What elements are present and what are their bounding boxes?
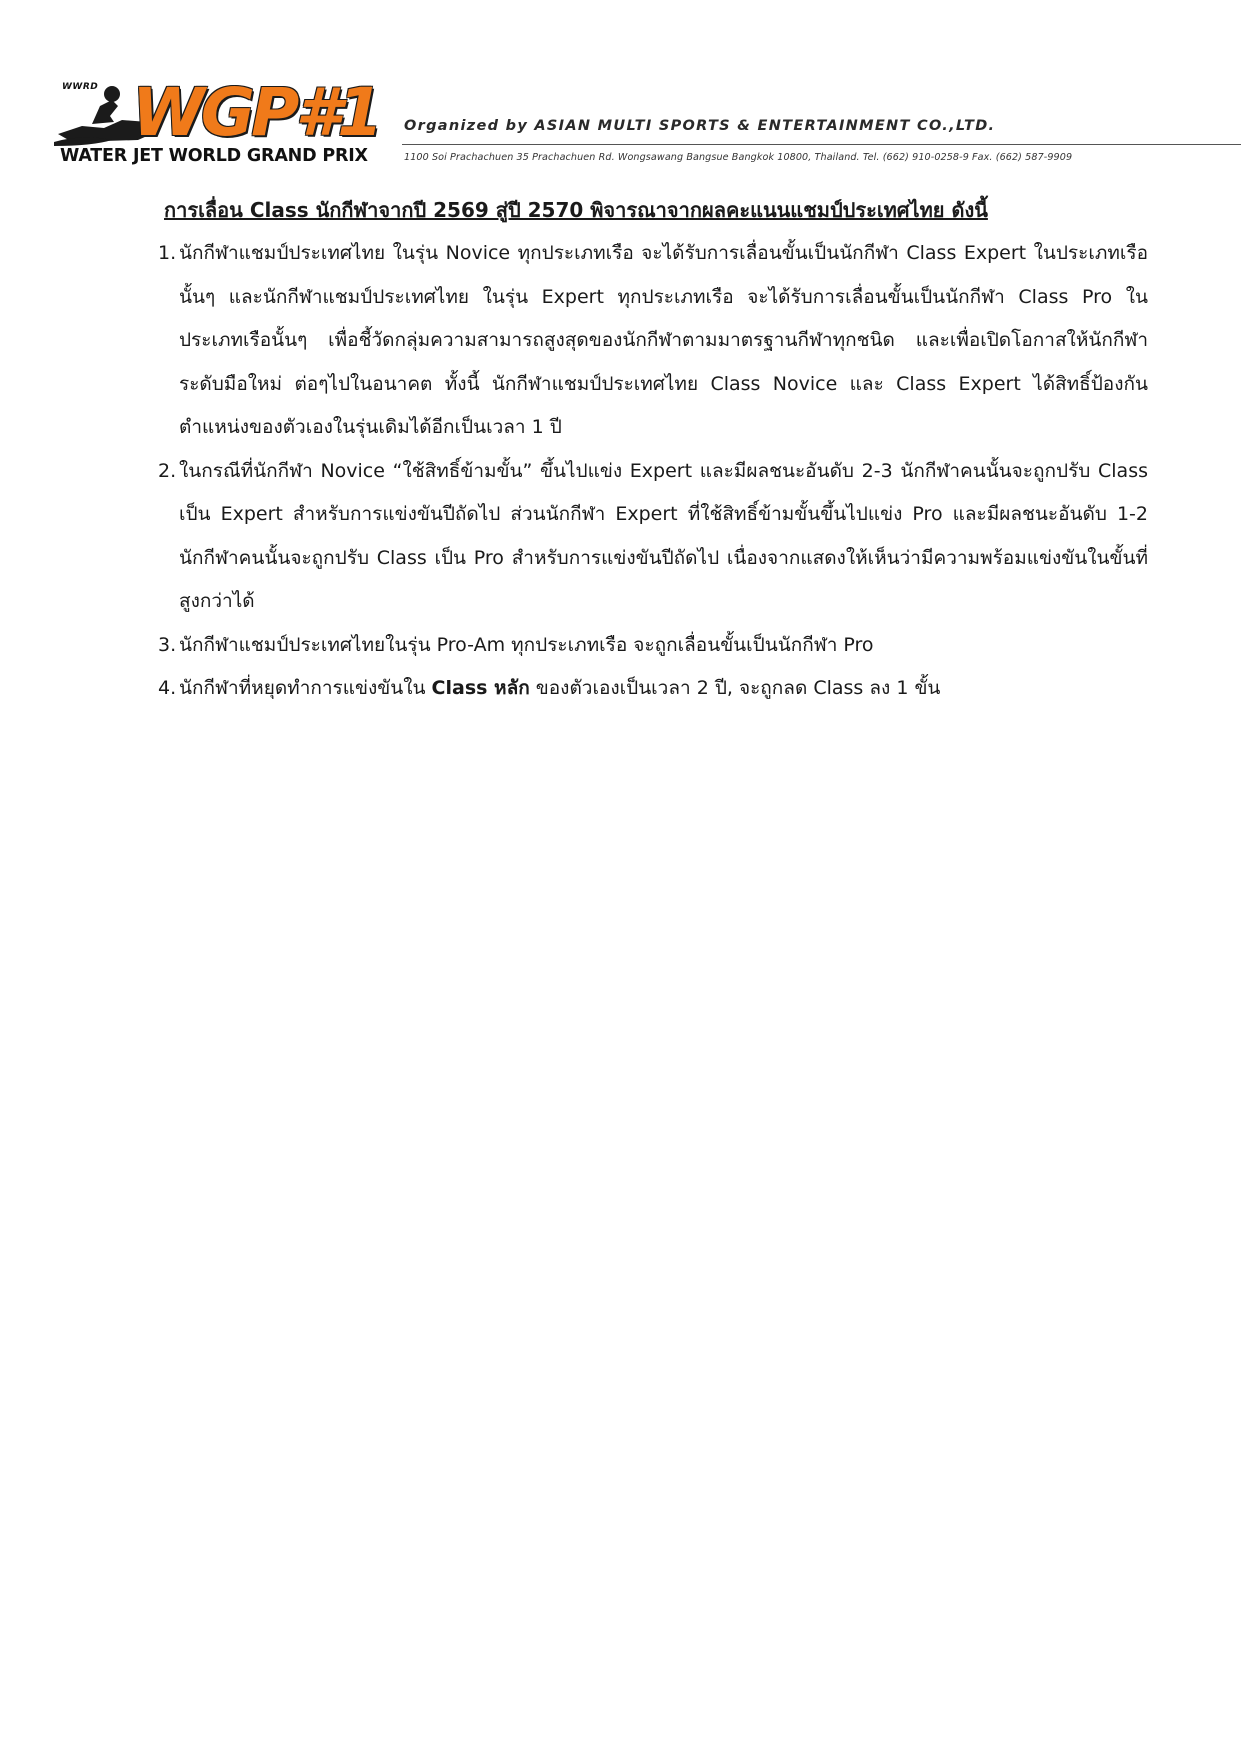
rule-text: นักกีฬาแชมป์ประเทศไทยในรุ่น Pro-Am ทุกประเภทเรือ จะถูกเลื่อนขั้นเป็นนักกีฬา Pro xyxy=(179,633,874,656)
rule-item-2 xyxy=(158,450,1148,624)
rule-item-3 xyxy=(158,624,1148,668)
organizer-address: 1100 Soi Prachachuen 35 Prachachuen Rd. Wongsawang Bangsue Bangkok 10800, Thailand. Tel. (662) 910-0258-9 Fax. (662) 587-9909 xyxy=(404,152,1073,163)
rule-item-4 xyxy=(158,667,1148,711)
rule-number: 3. xyxy=(158,633,177,656)
document-title: การเลื่อน Class นักกีฬาจากปี 2569 สู่ปี 2570 พิจารณาจากผลคะแนนแชมป์ประเทศไทย ดังนี้ xyxy=(164,198,988,222)
rule-text-before: นักกีฬาที่หยุดทำการแข่งขันใน xyxy=(179,677,432,699)
letterhead xyxy=(52,76,1202,176)
rule-number: 2. xyxy=(158,459,177,482)
rule-number: 4. xyxy=(158,677,177,699)
rule-text: นักกีฬาแชมป์ประเทศไทย ในรุ่น Novice ทุกประเภทเรือ จะได้รับการเลื่อนขั้นเป็นนักกีฬา Class Expert ในประเภทเรือนั้นๆ และนักกีฬาแชมป์ประเทศไทย ในรุ่น Expert ทุกประเภทเรือ จะได้รับการเลื่อนขั้นเป็นนักกีฬา Class Pro ในประเภทเรือนั้นๆ เพื่อชี้วัดกลุ่มความสามารถสูงสุดของนักกีฬาตามมาตรฐานกีฬาทุกชนิด และเพื่อเปิดโอกาสให้นักกีฬาระดับมือใหม่ ต่อๆไปในอนาคต ทั้งนี้ นักกีฬาแชมป์ประเทศไทย Class Novice และ Class Expert ได้สิทธิ์ป้องกันตำแหน่งของตัวเองในรุ่นเดิมได้อีกเป็นเวลา 1 ปี xyxy=(179,242,1148,438)
rule-item-1 xyxy=(158,232,1148,450)
wgp-logo xyxy=(52,76,382,168)
rules-list xyxy=(158,232,1148,711)
header-divider xyxy=(402,144,1241,145)
rule-text xyxy=(179,667,1148,711)
rule-text-after: ของตัวเองเป็นเวลา 2 ปี, จะถูกลด Class ลง 1 ขั้น xyxy=(529,677,941,699)
main-class-emphasis: Class หลัก xyxy=(431,677,530,699)
rule-number: 1. xyxy=(158,242,177,264)
wgp-wordmark: WGP#1 xyxy=(132,74,380,151)
rule-text: ในกรณีที่นักกีฬา Novice “ใช้สิทธิ์ข้ามขั้น” ขึ้นไปแข่ง Expert และมีผลชนะอันดับ 2-3 นักกีฬาคนนั้นจะถูกปรับ Class เป็น Expert สำหรับการแข่งขันปีถัดไป ส่วนนักกีฬา Expert ที่ใช้สิทธิ์ข้ามขั้นขึ้นไปแข่ง Pro และมีผลชนะอันดับ 1-2 นักกีฬาคนนั้นจะถูกปรับ Class เป็น Pro สำหรับการแข่งขันปีถัดไป เนื่องจากแสดงให้เห็นว่ามีความพร้อมแข่งขันในขั้นที่สูงกว่าได้ xyxy=(179,459,1148,612)
wwrd-mark: WWRD xyxy=(62,82,99,92)
organizer-line: Organized by ASIAN MULTI SPORTS & ENTERTAINMENT CO.,LTD. xyxy=(404,118,996,134)
logo-caption: WATER JET WORLD GRAND PRIX xyxy=(60,146,368,166)
